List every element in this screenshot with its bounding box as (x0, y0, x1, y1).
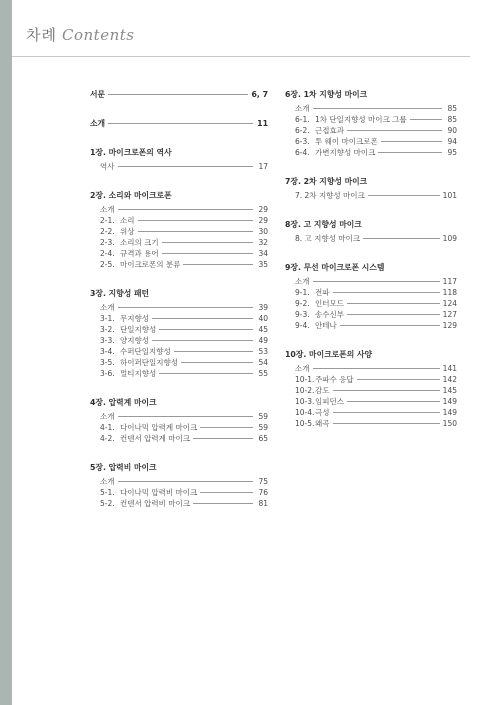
toc-left-column (90, 89, 268, 527)
toc-entry-title: 왜곡 (315, 419, 330, 428)
toc-section (90, 462, 268, 509)
toc-entry-label (100, 313, 149, 324)
toc-entry-title: 단일지향성 (120, 325, 157, 334)
toc-page-number: 95 (447, 148, 457, 157)
toc-entry-number: 2-3. (100, 238, 115, 247)
toc-entry-label: 소개 (90, 119, 106, 128)
toc-page-number: 55 (258, 369, 268, 378)
header-title-english: Contents (62, 26, 135, 44)
toc-sub-entry[interactable] (90, 204, 268, 215)
toc-leader-line (357, 379, 440, 380)
toc-entry-number: 6-2. (295, 126, 310, 135)
toc-sub-entry[interactable] (285, 320, 457, 331)
toc-entry-number: 10-5. (295, 419, 315, 428)
toc-entry-label (295, 418, 330, 429)
toc-sub-entry[interactable] (285, 396, 457, 407)
toc-entry-title: 투 웨이 마이크로폰 (315, 137, 378, 146)
toc-page-number: 129 (442, 321, 457, 330)
toc-page-number: 30 (258, 227, 268, 236)
toc-entry-number: 9-4. (295, 321, 310, 330)
toc-leader-line (333, 423, 440, 424)
toc-sub-entry[interactable] (90, 259, 268, 270)
toc-sub-entry[interactable] (90, 324, 268, 335)
toc-entry-label (295, 114, 407, 125)
toc-entry-label (295, 407, 330, 418)
toc-entry-number: 10-3. (295, 397, 315, 406)
toc-leader-line (118, 166, 254, 167)
toc-right-column (285, 89, 457, 447)
toc-page-number: 81 (258, 499, 268, 508)
toc-entry-label (295, 298, 344, 309)
toc-entry-label: 소개 (100, 303, 115, 312)
toc-leader-line (333, 292, 440, 293)
toc-leader-line (118, 307, 254, 308)
toc-page-number: 117 (442, 277, 457, 286)
toc-page-number: 11 (257, 119, 268, 128)
toc-sub-entry[interactable] (90, 476, 268, 487)
toc-entry-number: 2-1. (100, 216, 115, 225)
toc-entry-label (295, 287, 330, 298)
toc-section (285, 219, 457, 244)
toc-leader-line (378, 152, 442, 153)
toc-entry-label (100, 346, 171, 357)
toc-leader-line (138, 231, 254, 232)
toc-entry-title: 하이퍼단일지향성 (120, 358, 178, 367)
toc-sub-entry[interactable] (90, 215, 268, 226)
toc-sub-entry[interactable] (90, 335, 268, 346)
toc-entry-title: 임피던스 (315, 397, 344, 406)
toc-page-number: 76 (258, 488, 268, 497)
toc-section (90, 147, 268, 172)
toc-entry-label (100, 422, 197, 433)
toc-entry-title: 위상 (120, 227, 135, 236)
toc-entry-label: 소개 (295, 364, 310, 373)
toc-page-number: 40 (258, 314, 268, 323)
toc-entry-label: 서문 (90, 90, 106, 99)
toc-entry-number: 10-4. (295, 408, 315, 417)
toc-page-number: 29 (258, 216, 268, 225)
toc-entry-number: 9-3. (295, 310, 310, 319)
toc-sub-entry[interactable] (90, 422, 268, 433)
toc-entry-title: 컨덴서 압력비 마이크 (120, 499, 190, 508)
toc-entry-label: 6장. 1차 지향성 마이크 (285, 90, 368, 99)
toc-leader-line (313, 108, 443, 109)
toc-leader-line (347, 401, 440, 402)
toc-chapter-entry[interactable] (90, 397, 268, 408)
toc-page-number: 39 (258, 303, 268, 312)
toc-leader-line (313, 368, 440, 369)
toc-sub-entry[interactable] (285, 233, 457, 244)
toc-sub-entry[interactable] (285, 103, 457, 114)
toc-sub-entry[interactable] (90, 411, 268, 422)
toc-page-number: 150 (442, 419, 457, 428)
toc-page-number: 59 (258, 423, 268, 432)
toc-leader-line (333, 390, 440, 391)
toc-entry-label (295, 374, 354, 385)
toc-sub-entry[interactable] (285, 385, 457, 396)
toc-entry-number: 5-1. (100, 488, 115, 497)
toc-entry-title: 컨덴서 압력계 마이크 (120, 434, 190, 443)
toc-entry-label: 소개 (295, 277, 310, 286)
toc-entry-title: 송수신부 (315, 310, 344, 319)
toc-entry-label: 1장. 마이크로폰의 역사 (90, 148, 172, 157)
toc-entry-label: 5장. 압력비 마이크 (90, 463, 157, 472)
toc-sub-entry[interactable] (285, 136, 457, 147)
toc-entry-label: 8장. 고 지향성 마이크 (285, 220, 362, 229)
toc-leader-line (313, 281, 440, 282)
toc-page-number: 149 (442, 408, 457, 417)
toc-chapter-entry[interactable] (90, 147, 268, 158)
toc-entry-label: 소개 (295, 104, 310, 113)
toc-sub-entry[interactable] (285, 309, 457, 320)
toc-entry-number: 9-2. (295, 299, 310, 308)
toc-entry-label (100, 487, 197, 498)
toc-entry-label: 소개 (100, 477, 115, 486)
toc-leader-line (181, 362, 253, 363)
toc-entry-label (295, 125, 344, 136)
toc-entry-label: 8. 고 지향성 마이크 (295, 234, 361, 243)
toc-entry-number: 3-1. (100, 314, 115, 323)
toc-page-number: 53 (258, 347, 268, 356)
toc-entry-title: 극성 (315, 408, 330, 417)
toc-leader-line (118, 416, 254, 417)
toc-entry-number: 10-2. (295, 386, 315, 395)
toc-page-number: 59 (258, 412, 268, 421)
toc-entry-title: 근접효과 (315, 126, 344, 135)
toc-entry-label: 소개 (100, 205, 115, 214)
toc-entry-title: 무지향성 (120, 314, 149, 323)
toc-entry-label (100, 215, 135, 226)
toc-chapter-entry[interactable] (285, 176, 457, 187)
toc-entry-title: 전파 (315, 288, 330, 297)
toc-section (285, 349, 457, 429)
toc-entry-title: 인터모드 (315, 299, 344, 308)
toc-leader-line (363, 238, 440, 239)
toc-section (90, 89, 268, 100)
toc-entry-label (100, 335, 149, 346)
toc-sub-entry[interactable] (90, 226, 268, 237)
toc-sub-entry[interactable] (285, 190, 457, 201)
toc-page-number: 94 (447, 137, 457, 146)
toc-entry-label (295, 309, 344, 320)
toc-leader-line (159, 329, 253, 330)
toc-sub-entry[interactable] (285, 114, 457, 125)
toc-leader-line (340, 325, 440, 326)
toc-entry-label (100, 368, 156, 379)
toc-page-number: 149 (442, 397, 457, 406)
toc-leader-line (108, 123, 253, 124)
toc-chapter-entry[interactable] (90, 118, 268, 129)
toc-entry-number: 4-1. (100, 423, 115, 432)
toc-entry-title: 가변지향성 마이크 (315, 148, 376, 157)
toc-sub-entry[interactable] (90, 248, 268, 259)
toc-entry-label: 4장. 압력계 마이크 (90, 398, 157, 407)
toc-entry-label (100, 237, 159, 248)
toc-sub-entry[interactable] (90, 346, 268, 357)
toc-sub-entry[interactable] (285, 407, 457, 418)
toc-page-number: 45 (258, 325, 268, 334)
toc-entry-number: 4-2. (100, 434, 115, 443)
toc-leader-line (174, 351, 253, 352)
toc-section (90, 190, 268, 270)
toc-entry-number: 2-5. (100, 260, 115, 269)
toc-leader-line (381, 141, 442, 142)
toc-leader-line (347, 314, 440, 315)
toc-section (285, 262, 457, 331)
toc-sub-entry[interactable] (285, 125, 457, 136)
toc-sub-entry[interactable] (90, 161, 268, 172)
toc-sub-entry[interactable] (90, 498, 268, 509)
toc-sub-entry[interactable] (90, 368, 268, 379)
toc-entry-title: 소리 (120, 216, 135, 225)
toc-entry-label (295, 320, 337, 331)
toc-chapter-entry[interactable] (285, 349, 457, 360)
toc-leader-line (118, 209, 254, 210)
toc-entry-label (100, 248, 159, 259)
toc-section (90, 118, 268, 129)
toc-page-number: 85 (447, 104, 457, 113)
toc-leader-line (333, 412, 440, 413)
toc-leader-line (410, 119, 442, 120)
toc-sub-entry[interactable] (285, 374, 457, 385)
toc-page-number: 145 (442, 386, 457, 395)
toc-leader-line (118, 481, 254, 482)
toc-sub-entry[interactable] (285, 276, 457, 287)
toc-page-number: 118 (442, 288, 457, 297)
toc-entry-title: 규격과 용어 (120, 249, 159, 258)
toc-entry-title: 소리의 크기 (120, 238, 159, 247)
toc-entry-number: 3-4. (100, 347, 115, 356)
toc-entry-label: 7. 2차 지향성 마이크 (295, 191, 365, 200)
toc-entry-title: 주파수 응답 (315, 375, 354, 384)
toc-entry-number: 3-2. (100, 325, 115, 334)
toc-page-number: 141 (442, 364, 457, 373)
toc-entry-label: 2장. 소리와 마이크로폰 (90, 191, 172, 200)
toc-entry-number: 3-6. (100, 369, 115, 378)
toc-page-number: 75 (258, 477, 268, 486)
toc-page-number: 65 (258, 434, 268, 443)
toc-page-number: 29 (258, 205, 268, 214)
toc-entry-title: 감도 (315, 386, 330, 395)
toc-entry-title: 멀티지향성 (120, 369, 157, 378)
toc-entry-number: 2-4. (100, 249, 115, 258)
toc-entry-title: 양지향성 (120, 336, 149, 345)
toc-leader-line (193, 503, 253, 504)
toc-entry-label (295, 136, 378, 147)
toc-leader-line (159, 373, 253, 374)
toc-chapter-entry[interactable] (285, 262, 457, 273)
toc-entry-number: 3-3. (100, 336, 115, 345)
toc-sub-entry[interactable] (90, 237, 268, 248)
toc-leader-line (368, 195, 440, 196)
toc-entry-label (100, 259, 180, 270)
toc-entry-title: 수퍼단일지향성 (120, 347, 171, 356)
side-color-bar (0, 0, 12, 705)
toc-page-number: 32 (258, 238, 268, 247)
toc-leader-line (138, 220, 254, 221)
toc-entry-title: 마이크로폰의 분류 (120, 260, 181, 269)
toc-entry-label (100, 433, 190, 444)
toc-page-number: 34 (258, 249, 268, 258)
toc-leader-line (162, 242, 253, 243)
toc-entry-title: 다이나믹 압력비 마이크 (120, 488, 198, 497)
toc-page-number: 109 (442, 234, 457, 243)
toc-entry-number: 3-5. (100, 358, 115, 367)
toc-sub-entry[interactable] (285, 147, 457, 158)
toc-sub-entry[interactable] (90, 433, 268, 444)
toc-entry-title: 다이나믹 압력계 마이크 (120, 423, 198, 432)
toc-entry-number: 6-1. (295, 115, 310, 124)
toc-section (90, 288, 268, 379)
toc-leader-line (152, 340, 253, 341)
toc-leader-line (200, 492, 253, 493)
toc-page-number: 142 (442, 375, 457, 384)
toc-leader-line (108, 94, 248, 95)
toc-chapter-entry[interactable] (90, 462, 268, 473)
toc-chapter-entry[interactable] (285, 89, 457, 100)
toc-leader-line (183, 264, 253, 265)
toc-entry-number: 2-2. (100, 227, 115, 236)
toc-leader-line (162, 253, 253, 254)
toc-entry-number: 6-3. (295, 137, 310, 146)
toc-section (90, 397, 268, 444)
toc-leader-line (193, 438, 253, 439)
toc-entry-label: 10장. 마이크로폰의 사양 (285, 350, 373, 359)
toc-page-number: 90 (447, 126, 457, 135)
header-title-korean: 차례 (26, 26, 57, 44)
toc-entry-label: 7장. 2차 지향성 마이크 (285, 177, 368, 186)
toc-page-number: 101 (442, 191, 457, 200)
toc-sub-entry[interactable] (285, 418, 457, 429)
toc-page-number: 49 (258, 336, 268, 345)
toc-chapter-entry[interactable] (285, 219, 457, 230)
toc-entry-title: 1차 단일지향성 마이크 그룹 (315, 115, 407, 124)
toc-leader-line (200, 427, 253, 428)
toc-entry-label: 9장. 무선 마이크로폰 시스템 (285, 263, 385, 272)
toc-entry-number: 9-1. (295, 288, 310, 297)
toc-sub-entry[interactable] (285, 298, 457, 309)
toc-page-number: 17 (258, 162, 268, 171)
toc-entry-label (100, 498, 190, 509)
toc-page-number: 35 (258, 260, 268, 269)
toc-section (285, 89, 457, 158)
toc-entry-title: 안테나 (315, 321, 337, 330)
toc-leader-line (347, 303, 440, 304)
toc-chapter-entry[interactable] (90, 190, 268, 201)
toc-entry-number: 5-2. (100, 499, 115, 508)
toc-section (285, 176, 457, 201)
toc-entry-label: 소개 (100, 412, 115, 421)
toc-entry-label (100, 226, 135, 237)
toc-sub-entry[interactable] (90, 313, 268, 324)
toc-entry-label (100, 324, 156, 335)
toc-leader-line (347, 130, 442, 131)
header-divider (12, 56, 470, 57)
toc-page-number: 85 (447, 115, 457, 124)
toc-page-number: 124 (442, 299, 457, 308)
toc-sub-entry[interactable] (90, 357, 268, 368)
toc-page-number: 6, 7 (251, 90, 268, 99)
toc-page-number: 54 (258, 358, 268, 367)
toc-entry-label (100, 357, 178, 368)
toc-leader-line (152, 318, 253, 319)
toc-chapter-entry[interactable] (90, 288, 268, 299)
toc-entry-label (295, 147, 375, 158)
toc-entry-label: 역사 (100, 162, 115, 171)
toc-sub-entry[interactable] (285, 363, 457, 374)
toc-chapter-entry[interactable] (90, 89, 268, 100)
toc-entry-label: 3장. 지향성 패턴 (90, 289, 150, 298)
toc-sub-entry[interactable] (90, 302, 268, 313)
toc-entry-label (295, 396, 344, 407)
toc-sub-entry[interactable] (90, 487, 268, 498)
toc-entry-number: 10-1. (295, 375, 315, 384)
toc-sub-entry[interactable] (285, 287, 457, 298)
toc-entry-label (295, 385, 330, 396)
toc-entry-number: 6-4. (295, 148, 310, 157)
toc-page-number: 127 (442, 310, 457, 319)
